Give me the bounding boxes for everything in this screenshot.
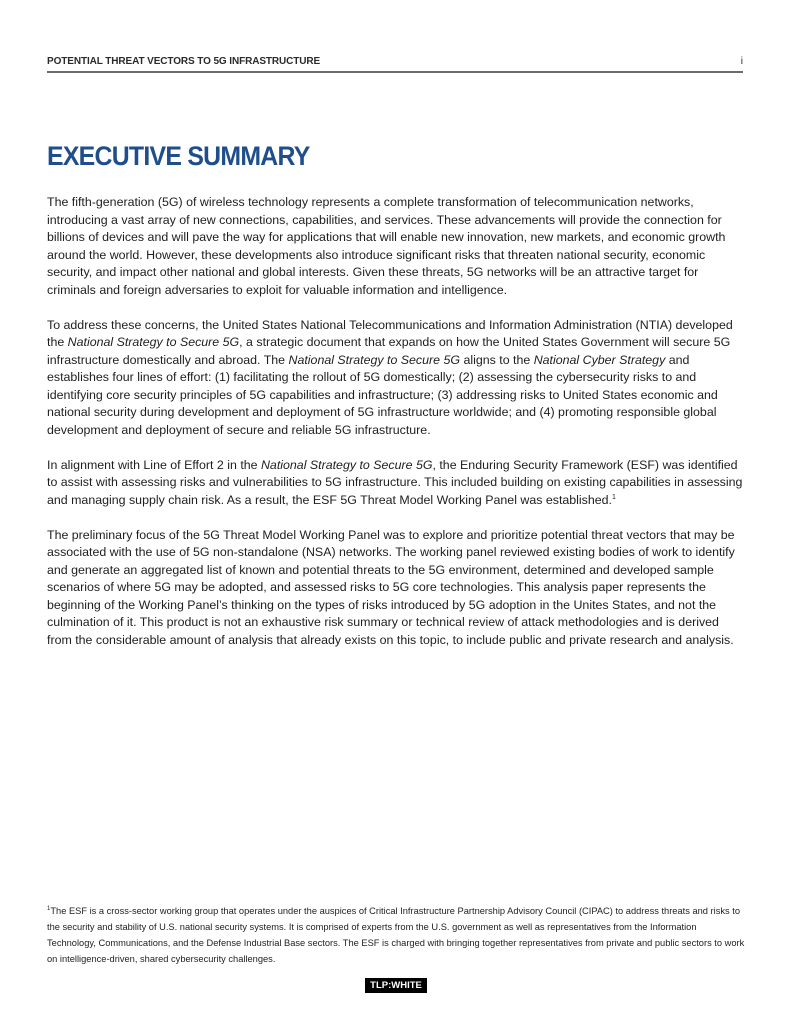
body-text (47, 194, 743, 667)
cyber-strategy-title-italic: National Cyber Strategy (533, 352, 666, 367)
strategy-title-italic: National Strategy to Secure 5G (260, 457, 433, 472)
paragraph-1: The fifth-generation (5G) of wireless technology represents a complete transformation of telecommunication networks, introducing a vast array of new connections, capabilities, and services. These advancements will provide the connection for billions of devices and will pave the way for applications that will enable new innovation, new markets, and economic growth around the world. However, these developments also introduce significant risks that threaten national security, economic security, and impact other national and global interests. Given these threats, 5G networks will be an attractive target for criminals and foreign adversaries to exploit for valuable information and intelligence. (47, 195, 726, 297)
paragraph-2-text: , a strategic document that expands on how the United States Government will secure 5G infrastructure domestically and abroad. The (47, 335, 731, 367)
paragraph-3-text: , the Enduring Security Framework (ESF) was identified to assist with assessing risks and vulnerabilities to 5G infrastructure. This included building on existing capabilities in assessing and managing supply chain risk. As a result, the ESF 5G Threat Model Working Panel was established. (47, 457, 743, 507)
paragraph-3 (47, 457, 743, 510)
page-header (47, 56, 743, 72)
section-heading: EXECUTIVE SUMMARY (47, 141, 310, 171)
strategy-title-italic: National Strategy to Secure 5G (288, 352, 461, 367)
tlp-label: TLP:WHITE (365, 978, 427, 993)
footnote-marker: 1 (47, 905, 51, 912)
paragraph-2-text: To address these concerns, the United States National Telecommunications and Information Administration (NTIA) developed the (47, 317, 733, 349)
header-divider (47, 71, 743, 73)
footnote (47, 903, 747, 967)
footnote-text: The ESF is a cross-sector working group that operates under the auspices of Critical Infrastructure Partnership Advisory Council (CIPAC) to address threats and risks to the security and stability of U.S. national security systems. It is comprised of experts from the U.S. government as well as representatives from the Information Technology, Communications, and the Defense Industrial Base sectors. The ESF is charged with bringing together representatives from private and public sectors to work on intelligence-driven, shared cybersecurity challenges. (47, 906, 745, 964)
page-number: i (740, 56, 743, 67)
document-title: POTENTIAL THREAT VECTORS TO 5G INFRASTRUCTURE (47, 56, 321, 67)
paragraph-2 (47, 317, 743, 440)
paragraph-2-text: aligns to the (460, 352, 534, 367)
paragraph-2-text: and establishes four lines of effort: (1) facilitating the rollout of 5G domestically; (2) assessing the cybersecurity risks to and identifying core security principles of 5G capabilities and infrastructure; (3) addressing risks to United States economic and national security during development and deployment of 5G infrastructure worldwide; and (4) promoting responsible global development and deployment of secure and reliable 5G infrastructure. (47, 352, 718, 437)
footnote-reference[interactable]: 1 (612, 493, 616, 501)
paragraph-4: The preliminary focus of the 5G Threat Model Working Panel was to explore and prioritize potential threat vectors that may be associated with the use of 5G non-standalone (NSA) networks. The working panel reviewed existing bodies of work to identify and generate an aggregated list of known and potential threats to the 5G environment, determined and developed sample scenarios of where 5G may be adopted, and assessed risks to 5G core technologies. This analysis paper represents the beginning of the Working Panel’s thinking on the types of risks introduced by 5G adoption in the Unites States, and not the culmination of it. This product is not an exhaustive risk summary or technical review of attack methodologies and is derived from the considerable amount of analysis that already exists on this topic, to include public and private research and analysis. (47, 527, 735, 647)
paragraph-3-text: In alignment with Line of Effort 2 in the (47, 457, 261, 472)
strategy-title-italic: National Strategy to Secure 5G (67, 335, 240, 349)
